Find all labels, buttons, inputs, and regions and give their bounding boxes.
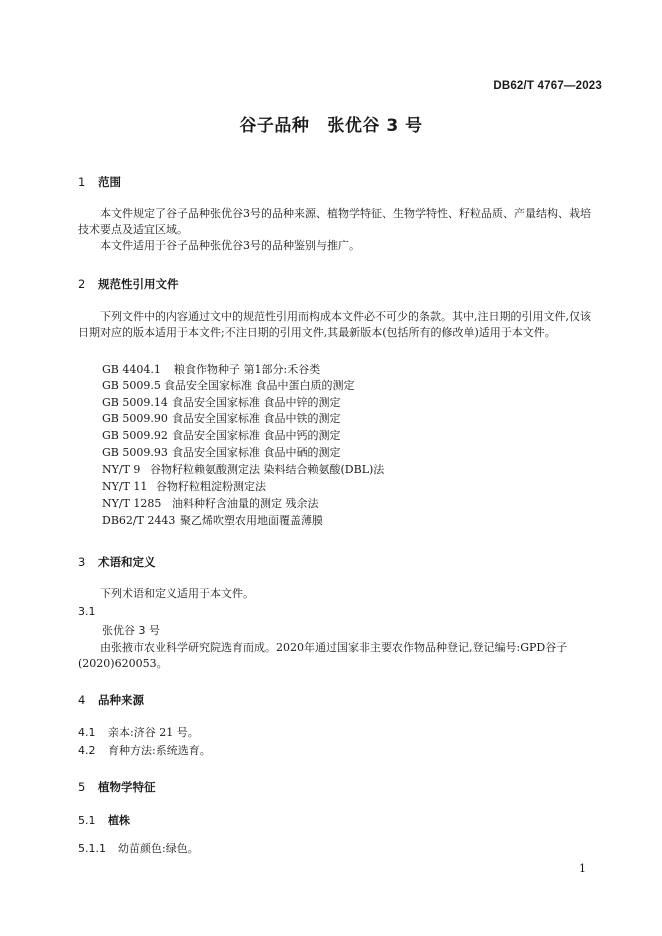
section-heading-terms <box>78 554 156 570</box>
document-title <box>0 111 662 136</box>
reference-item: GB 5009.5 食品安全国家标准 食品中蛋白质的测定 <box>102 379 355 392</box>
section-heading-normative-references <box>78 276 179 292</box>
title-part-1: 谷子品种 <box>239 116 310 136</box>
paragraph: 本文件规定了谷子品种张优谷3号的品种来源、植物学特征、生物学特性、籽粒品质、产量结构、栽培技术要点及适宜区域。 <box>78 207 591 236</box>
reference-item: GB 5009.92 食品安全国家标准 食品中钙的测定 <box>102 429 341 442</box>
section-title: 术语和定义 <box>98 555 156 569</box>
paragraph: 下列术语和定义适用于本文件。 <box>100 587 254 600</box>
reference-item: NY/T 9 谷物籽粒赖氨酸测定法 染料结合赖氨酸(DBL)法 <box>102 463 385 476</box>
term-name: 张优谷 3 号 <box>102 624 160 637</box>
reference-item: GB 5009.93 食品安全国家标准 食品中硒的测定 <box>102 446 341 459</box>
term-number: 3.1 <box>78 605 96 618</box>
reference-item: GB 4404.1 粮食作物种子 第1部分:禾谷类 <box>102 363 321 376</box>
section-number: 1 <box>78 175 86 189</box>
section-title: 植物学特征 <box>98 780 156 794</box>
section-number: 3 <box>78 555 86 569</box>
standard-number: DB62/T 4767—2023 <box>493 80 602 92</box>
list-item: 5.1.1 幼苗颜色:绿色。 <box>78 842 199 855</box>
reference-item: GB 5009.14 食品安全国家标准 食品中锌的测定 <box>102 396 341 409</box>
paragraph: 下列文件中的内容通过文中的规范性引用而构成本文件必不可少的条款。其中,注日期的引用文件,仅该日期对应的版本适用于本文件;不注日期的引用文件,其最新版本(包括所有的修改单)适用于本文件。 <box>78 310 591 339</box>
section-number: 5 <box>78 780 86 794</box>
reference-item: GB 5009.90 食品安全国家标准 食品中铁的测定 <box>102 412 341 425</box>
section-title: 品种来源 <box>98 693 144 707</box>
subsection-heading-plant: 5.1 植株 <box>78 814 130 827</box>
section-heading-scope <box>78 174 121 190</box>
section-number: 4 <box>78 693 86 707</box>
section-heading-botanical-characteristics <box>78 779 156 795</box>
reference-item: NY/T 1285 油料种籽含油量的测定 残余法 <box>102 497 319 510</box>
section-title: 范围 <box>98 175 121 189</box>
list-item: 4.2 育种方法:系统选育。 <box>78 744 211 757</box>
page-number: 1 <box>579 862 586 875</box>
reference-item: DB62/T 2443 聚乙烯吹塑农用地面覆盖薄膜 <box>102 514 323 527</box>
term-definition: 由张掖市农业科学研究院选育而成。2020年通过国家非主要农作物品种登记,登记编号:GPD谷子(2020)620053。 <box>78 641 568 670</box>
list-item: 4.1 亲本:济谷 21 号。 <box>78 726 199 739</box>
title-part-2: 张优谷 3 号 <box>327 116 423 136</box>
section-title: 规范性引用文件 <box>98 277 179 291</box>
reference-item: NY/T 11 谷物籽粒粗淀粉测定法 <box>102 480 266 493</box>
section-number: 2 <box>78 277 86 291</box>
section-heading-variety-origin <box>78 692 144 708</box>
paragraph: 本文件适用于谷子品种张优谷3号的品种鉴别与推广。 <box>100 239 360 252</box>
